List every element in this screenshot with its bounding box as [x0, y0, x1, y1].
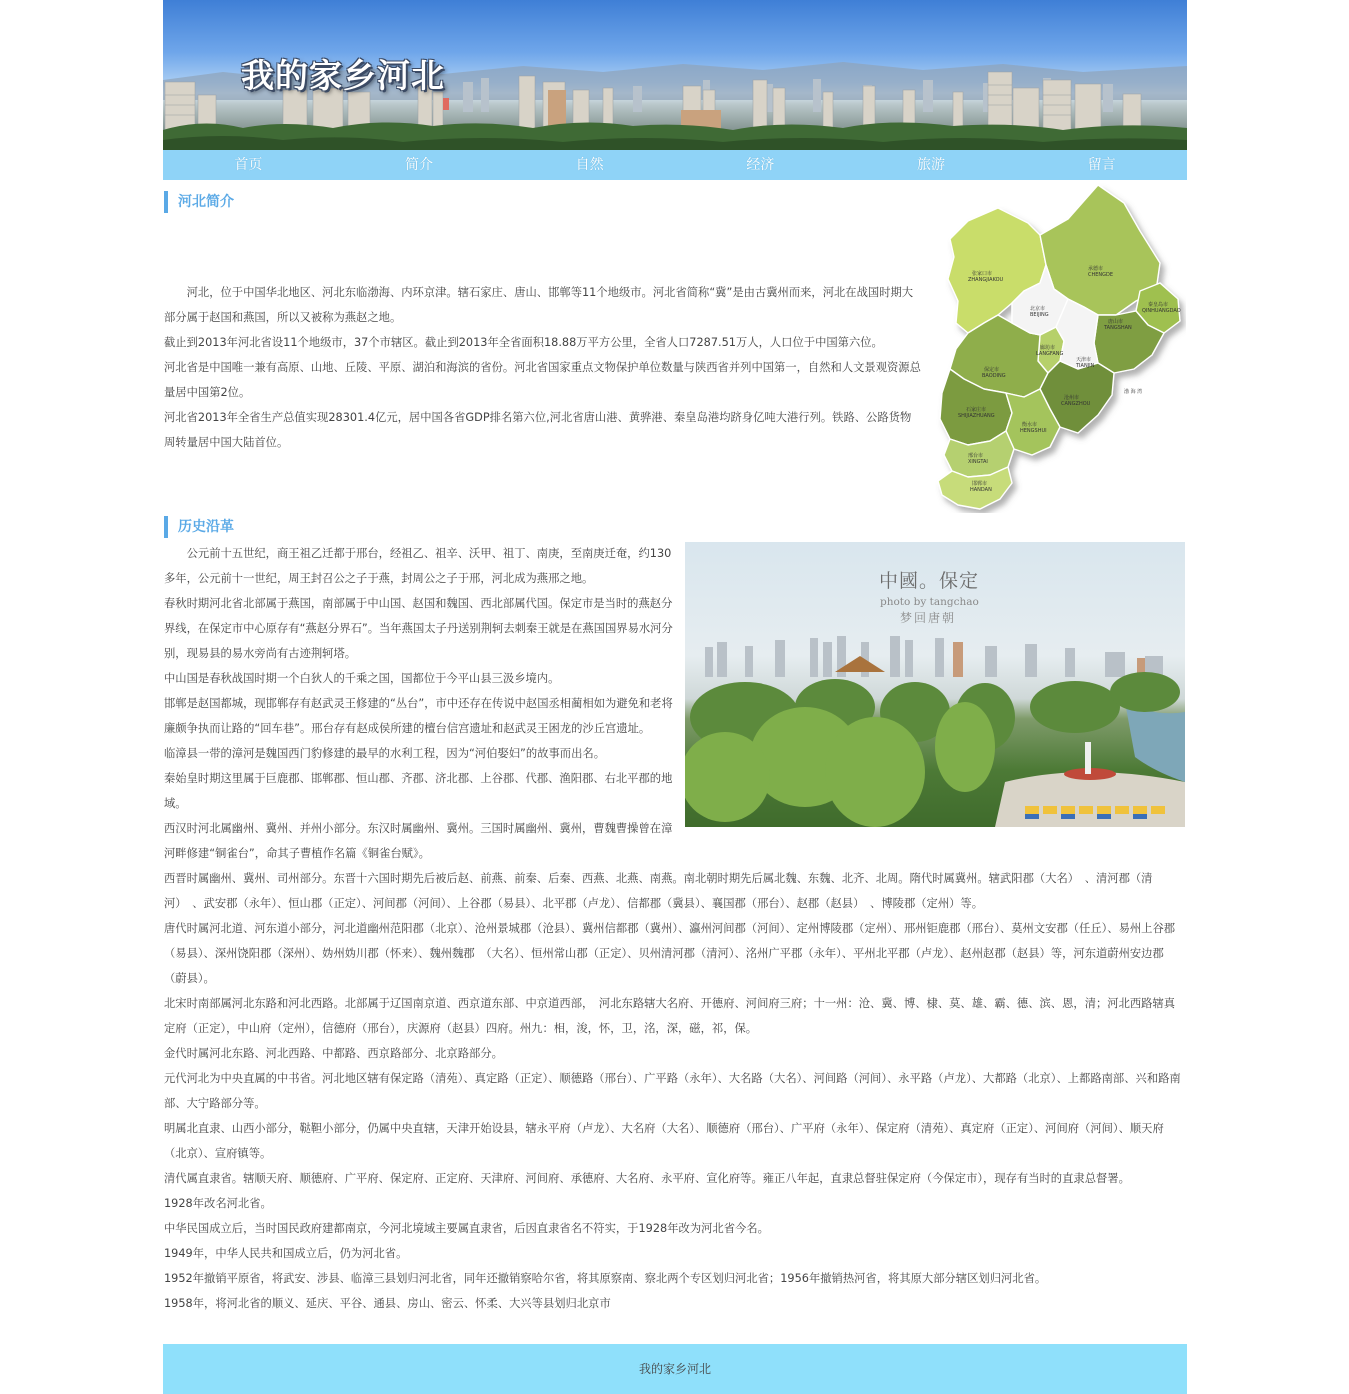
banner: [163, 0, 1187, 150]
intro-paragraph: 河北省2013年全省生产总值实现28301.4亿元，居中国各省GDP排名第六位,河北省唐山港、黄骅港、秦皇岛港均跻身亿吨大港行列。铁路、公路货物周转量居中国大陆首位。: [164, 411, 912, 449]
nav-item-messages[interactable]: 留言: [1087, 157, 1116, 173]
page: [163, 0, 1187, 1394]
map-label-langfang-pinyin: LANGFANG: [1036, 351, 1064, 357]
history-paragraph: 1949年，中华人民共和国成立后，仍为河北省。: [164, 1247, 408, 1260]
map-label-langfang: 廊坊市: [1040, 345, 1056, 351]
banner-title: 我的家乡河北: [241, 56, 445, 95]
history-paragraph: 秦始皇时期这里属于巨鹿郡、邯郸郡、恒山郡、齐郡、济北郡、上谷郡、代郡、渔阳郡、右北平郡的地域。: [164, 772, 673, 810]
map-label-chengde-pinyin: CHENGDE: [1088, 272, 1114, 278]
map-label-xingtai: 邢台市: [968, 453, 984, 459]
history-paragraph: 中华民国成立后，当时国民政府建都南京，今河北境域主要属直隶省，后因直隶省名不符实，于1928年改为河北省今名。: [164, 1222, 769, 1235]
history-paragraph: 1958年，将河北省的顺义、延庆、平谷、通县、房山、密云、怀柔、大兴等县划归北京市: [164, 1297, 611, 1310]
intro-text: [164, 280, 922, 455]
history-paragraph: 金代时属河北东路、河北西路、中都路、西京路部分、北京路部分。: [164, 1047, 503, 1060]
history-text: [164, 541, 1186, 1316]
map-label-hengshui: 衡水市: [1022, 422, 1038, 428]
map-label-qinhuangdao: 秦皇岛市: [1148, 302, 1169, 308]
map-label-zhangjiakou: 张家口市: [972, 271, 993, 277]
intro-paragraph: 截止到2013年河北省设11个地级市，37个市辖区。截止到2013年全省面积18.88万平方公里，全省人口7287.51万人，人口位于中国第六位。: [164, 336, 883, 349]
footer: [163, 1344, 1187, 1394]
history-paragraph: 明属北直隶、山西小部分，鞑靼小部分，仍属中央直辖，天津开始设县，辖永平府（卢龙）、大名府（大名）、顺德府（邢台）、广平府（永年）、保定府（清苑）、真定府（正定）、河间府（河间）、顺天府（北京）、宣府镇等。: [164, 1122, 1164, 1160]
map-label-bohai-bay: 渤 海 湾: [1124, 389, 1143, 395]
map-label-hengshui-pinyin: HENGSHUI: [1020, 428, 1047, 434]
map-label-chengde: 承德市: [1088, 266, 1104, 272]
history-paragraph: 邯郸是赵国都城，现邯郸存有赵武灵王修建的“丛台”，市中还存在传说中赵国丞相蔺相如为避免和老将廉颇争执而让路的“回车巷”。邢台存有赵成侯所建的檀台信宫遗址和赵武灵王困龙的沙丘宫遗址。: [164, 697, 673, 735]
history-paragraph: 1928年改名河北省。: [164, 1197, 272, 1210]
map-label-beijing: 北京市: [1030, 306, 1046, 312]
photo-caption-name: 梦回唐朝: [900, 611, 957, 625]
intro-paragraph: 河北，位于中国华北地区、河北东临渤海、内环京津。辖石家庄、唐山、邯郸等11个地级市。河北省简称“冀”是由古冀州而来，河北在战国时期大部分属于赵国和燕国，所以又被称为燕赵之地。: [164, 286, 914, 324]
map-label-zhangjiakou-pinyin: ZHANGJIAKOU: [968, 277, 1004, 283]
intro-paragraph: 河北省是中国唯一兼有高原、山地、丘陵、平原、湖泊和海滨的省份。河北省国家重点文物保护单位数量与陕西省并列中国第一，自然和人文景观资源总量居中国第2位。: [164, 361, 921, 399]
map-label-cangzhou: 沧州市: [1064, 395, 1080, 401]
map-label-qinhuangdao-pinyin: QINHUANGDAO: [1142, 308, 1181, 314]
map-label-shijiazhuang-pinyin: SHIJIAZHUANG: [958, 413, 995, 419]
map-label-baoding-pinyin: BAODING: [982, 373, 1006, 379]
photo-caption-credit: photo by tangchao: [880, 596, 979, 608]
history-paragraph: 北宋时南部属河北东路和河北西路。北部属于辽国南京道、西京道东部、中京道西部， 河北东路辖大名府、开德府、河间府三府；十一州：沧、冀、博、棣、莫、雄、霸、德、滨、恩，清；河北西路辖真定府（正定），中山府（定州），信德府（邢台），庆源府（赵县）四府。州九：相，浚，怀，卫，洺，深，磁，祁，保。: [164, 997, 1176, 1035]
main-nav: [163, 150, 1187, 180]
history-paragraph: 公元前十五世纪，商王祖乙迁都于邢台，经祖乙、祖辛、沃甲、祖丁、南庚，至南庚迁奄，约130多年，公元前十一世纪，周王封召公之子于燕，封周公之子于邢，河北成为燕邢之地。: [164, 547, 672, 585]
intro-heading: 河北简介: [164, 191, 234, 213]
history-paragraph: 唐代时属河北道、河东道小部分，河北道幽州范阳郡（北京）、沧州景城郡（沧县）、冀州信都郡（冀州）、瀛州河间郡（河间）、定州博陵郡（定州）、邢州钜鹿郡（邢台）、莫州文安郡（任丘）、易州上谷郡（易县）、深州饶阳郡（深州）、妫州妫川郡（怀来）、魏州魏郡 （大名）、恒州常山郡（正定）、贝州清河郡（清河）、洺州广平郡（永年）、平州北平郡（卢龙）、赵州赵郡（赵县）等，河东道蔚州安边郡（蔚县）。: [164, 922, 1176, 985]
history-paragraph: 西晋时属幽州、冀州、司州部分。东晋十六国时期先后被后赵、前燕、前秦、后秦、西燕、北燕、南燕。南北朝时期先后属北魏、东魏、北齐、北周。隋代时属冀州。辖武阳郡（大名） 、清河郡（清河） 、武安郡（永年）、恒山郡（正定）、河间郡（河间）、上谷郡（易县）、北平郡（卢龙）、信都郡（冀县）、襄国郡（邢台）、赵郡（赵县） 、博陵郡（定州）等。: [164, 872, 1153, 910]
photo-caption-title: 中國。保定: [879, 570, 980, 592]
map-label-handan: 邯郸市: [972, 481, 988, 487]
footer-text: 我的家乡河北: [638, 1362, 711, 1376]
map-label-tangshan-pinyin: TANGSHAN: [1104, 325, 1132, 331]
map-label-tangshan: 唐山市: [1108, 319, 1124, 325]
map-label-tianjin: 天津市: [1076, 357, 1092, 363]
history-paragraph: 中山国是春秋战国时期一个白狄人的千乘之国，国都位于今平山县三汲乡境内。: [164, 672, 560, 685]
history-paragraph: 清代属直隶省。辖顺天府、顺德府、广平府、保定府、正定府、天津府、河间府、承德府、大名府、永平府、宣化府等。雍正八年起，直隶总督驻保定府（今保定市），现存有当时的直隶总督署。: [164, 1172, 1130, 1185]
history-paragraph: 元代河北为中央直属的中书省。河北地区辖有保定路（清苑）、真定路（正定）、顺德路（邢台）、广平路（永年）、大名路（大名）、河间路（河间）、永平路（卢龙）、大都路（北京）、上都路南部、兴和路南部、大宁路部分等。: [164, 1072, 1181, 1110]
map-label-tianjin-pinyin: TIANJIN: [1076, 363, 1095, 369]
map-label-handan-pinyin: HANDAN: [970, 487, 992, 493]
map-label-shijiazhuang: 石家庄市: [966, 407, 987, 413]
map-label-beijing-pinyin: BEIJING: [1030, 312, 1049, 318]
nav-item-economy[interactable]: 经济: [746, 157, 775, 173]
nav-item-tourism[interactable]: 旅游: [917, 157, 946, 173]
nav-item-intro[interactable]: 简介: [405, 157, 433, 173]
nav-item-nature[interactable]: 自然: [575, 157, 604, 173]
map-label-xingtai-pinyin: XINGTAI: [968, 459, 988, 465]
history-paragraph: 1952年撤销平原省，将武安、涉县、临漳三县划归河北省，同年还撤销察哈尔省，将其原察南、察北两个专区划归河北省；1956年撤销热河省，将其原大部分辖区划归河北省。: [164, 1272, 1047, 1285]
hebei-map: [928, 183, 1186, 513]
history-heading: 历史沿革: [164, 516, 234, 538]
map-label-baoding: 保定市: [984, 367, 1000, 373]
map-label-cangzhou-pinyin: CANGZHOU: [1061, 401, 1091, 407]
nav-item-home[interactable]: 首页: [234, 157, 263, 173]
history-paragraph: 西汉时河北属幽州、冀州、并州小部分。东汉时属幽州、冀州。三国时属幽州、冀州，曹魏曹操曾在漳河畔修建“铜雀台”，命其子曹植作名篇《铜雀台赋》。: [164, 822, 673, 860]
history-paragraph: 春秋时期河北省北部属于燕国，南部属于中山国、赵国和魏国、西北部属代国。保定市是当时的燕赵分界线，在保定市中心原存有“燕赵分界石”。当年燕国太子丹送别荆轲去刺秦王就是在燕国国界易水河分别，现易县的易水旁尚有古迹荆轲塔。: [164, 597, 673, 660]
history-paragraph: 临漳县一带的漳河是魏国西门豹修建的最早的水利工程，因为“河伯娶妇”的故事而出名。: [164, 747, 605, 760]
